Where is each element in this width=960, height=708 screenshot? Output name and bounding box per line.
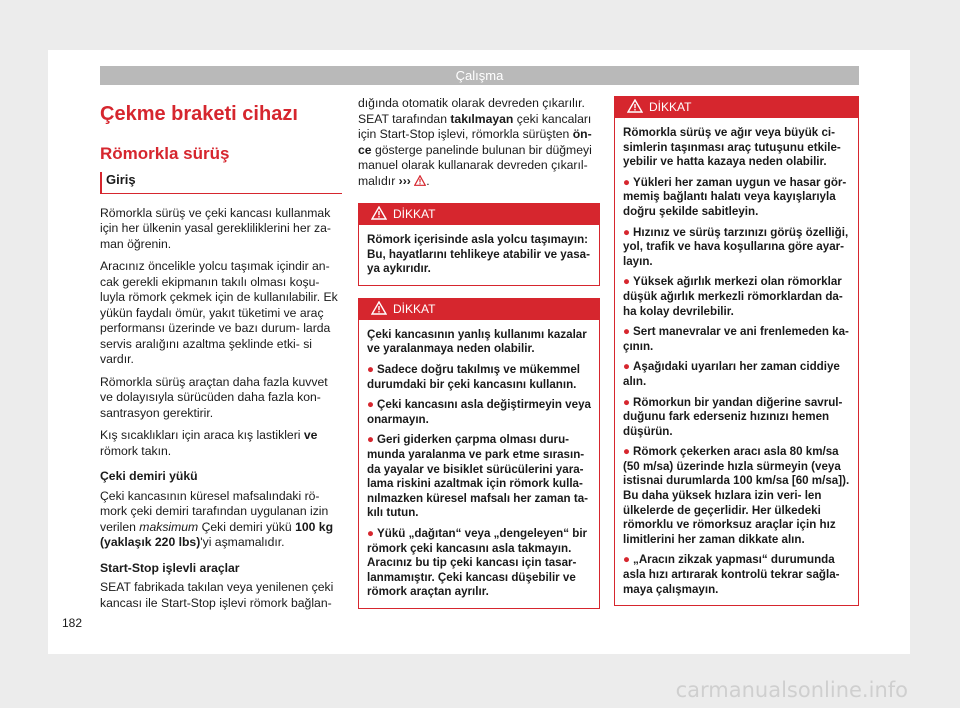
warning-triangle-icon: [371, 301, 387, 315]
warning-bullet-item: [623, 226, 850, 270]
text: gösterge panelinde bulunan bir düğmeyi manuel olarak kullanarak devreden çıkarıl- malıdır: [358, 142, 592, 188]
italic-text: maksimum: [139, 519, 199, 534]
subheading-start-stop: Start-Stop işlevli araçlar: [100, 560, 240, 575]
warning-header: [615, 97, 858, 118]
warning-triangle-icon[interactable]: [414, 175, 426, 186]
warning-bullet-item: [367, 398, 591, 427]
watermark: carmanualsonline.info: [675, 678, 908, 702]
warning-intro: Çeki kancasının yanlış kullanımı kazalar ve yaralanmaya neden olabilir.: [367, 327, 587, 356]
bullet-text: Geri giderken çarpma olması duru- munda yaralanma ve park etme sırasın- da yayalar ve bisiklet sürücülerini yara- lama riskini azaltmak için römork kulla- nılmazken küresel mafsalı her zaman ta- kılı tutun.: [367, 433, 589, 520]
paragraph: Römorkla sürüş ve çeki kancası kullanmak için her ülkenin yasal gerekliliklerini her za- man öğrenin.: [100, 205, 331, 251]
warning-bullet-item: [623, 445, 850, 547]
bullet-icon: ●: [623, 445, 631, 459]
warning-body: [359, 320, 599, 608]
paragraph: [100, 428, 342, 459]
warning-bullet-item: [623, 553, 850, 597]
continue-arrows: ›››: [398, 173, 411, 188]
warning-bullet-item: [623, 360, 850, 389]
text: Çeki demiri yükü: [198, 519, 296, 534]
section-header-bar: Çalışma: [100, 66, 859, 85]
warning-box-towbar: [358, 298, 600, 609]
bullet-icon: ●: [623, 225, 631, 239]
bullet-icon: ●: [367, 526, 375, 540]
warning-bullet-item: [623, 275, 850, 319]
warning-triangle-icon: [371, 206, 387, 220]
bullet-text: „Aracın zikzak yapması“ durumunda asla hızı artırarak kontrolü tekrar sağla- maya çalışmayın.: [623, 553, 840, 596]
warning-body: [615, 118, 858, 605]
bullet-text: Çeki kancasını asla değiştirmeyin veya onarmayın.: [367, 398, 591, 426]
column-left: [100, 96, 342, 618]
subheading-drawbar-load: Çeki demiri yükü: [100, 469, 198, 483]
warning-bullet-item: [623, 325, 850, 354]
warning-title: DİKKAT: [393, 207, 436, 221]
text: römork takın.: [100, 443, 172, 458]
chapter-title: Çekme braketi cihazı: [100, 103, 298, 125]
bullet-text: Römorkun bir yandan diğerine savrul- duğunu fark ederseniz hızınızı hemen düşürün.: [623, 395, 843, 438]
bullet-text: Römork çekerken aracı asla 80 km/sa (50 m/sa) üzerinde hızla sürmeyin (veya istisnai durumlarda 100 km/sa [60 m/sa]). Bu daha yüksek hızlara izin veri- len ülkelerde de geçerlidir. Her ülkedeki römorklu ve römorksuz araçlar için hız limitlerini her zaman dikkate alın.: [623, 445, 850, 546]
paragraph: dığında otomatik olarak devreden çıkarılır. SEAT tarafından takılmayan çeki kancaları için Start-Stop işlevi, römorkla sürüşten ön- ce gösterge panelinde bulunan bir düğmeyi manuel olarak kullanarak devreden çıkarıl- malıdır ››› .: [358, 96, 592, 188]
warning-bullet-item: [623, 176, 850, 220]
warning-title: DİKKAT: [649, 100, 692, 114]
column-middle: [358, 96, 600, 621]
bullet-text: Hızınız ve sürüş tarzınızı görüş özelliği, yol, trafik ve hava koşullarına göre ayar- layın.: [623, 225, 849, 268]
warning-header: [359, 299, 599, 320]
bold-text: 100 kg (yaklaşık 220 lbs): [100, 519, 334, 549]
paragraph: Römorkla sürüş araçtan daha fazla kuvvet ve dolayısıyla sürücüden daha fazla kon- santrasyon gerektirir.: [100, 374, 328, 420]
page-number: 182: [62, 616, 83, 630]
bullet-icon: ●: [623, 175, 631, 189]
paragraph: [100, 489, 342, 551]
warning-body: [359, 225, 599, 285]
bullet-icon: ●: [623, 395, 631, 409]
bullet-icon: ●: [367, 362, 375, 376]
text: Çeki kancasının küresel mafsalındaki rö- mork çeki demiri tarafından uygulanan izin verilen: [100, 488, 329, 534]
warning-bullet-item: [367, 363, 591, 392]
paragraph: Aracınız öncelikle yolcu taşımak içindir an- cak gerekli ekipmanın takılı olması koşu- luyla römork çekmek için de kullanılabilir. Ek yükün faydalı ömür, yakıt tüketimi ve araç performansı üzerinde ve bazı durum- larda servis aralığını azaltma şeklinde etki- si vardır.: [100, 259, 338, 366]
warning-intro: Römorkla sürüş ve ağır veya büyük ci- simlerin taşınması araç tutuşunu etkile- yebilir ve hatta kazaya neden olabilir.: [623, 126, 841, 169]
warning-title: DİKKAT: [393, 301, 436, 316]
section-title: Römorkla sürüş: [100, 144, 230, 163]
subsection-heading: Giriş: [100, 172, 342, 194]
bullet-text: Aşağıdaki uyarıları her zaman ciddiye alın.: [623, 360, 840, 388]
warning-bullet-item: [367, 433, 591, 521]
bullet-icon: ●: [623, 360, 631, 374]
warning-bullet-item: [367, 527, 591, 600]
warning-header: [359, 204, 599, 225]
bullet-text: Yüksek ağırlık merkezi olan römorklar düşük ağırlık merkezli römorklardan da- ha kolay devrilebilir.: [623, 275, 843, 318]
bullet-text: Sert manevralar ve ani frenlemeden ka- çının.: [623, 325, 849, 353]
paragraph: SEAT fabrikada takılan veya yenilenen çeki kancası ile Start-Stop işlevi römork bağlan-: [100, 580, 334, 610]
bullet-icon: ●: [367, 433, 375, 447]
bullet-icon: ●: [623, 553, 631, 567]
text: dığında otomatik olarak devreden çıkarılır. SEAT tarafından: [358, 96, 585, 126]
bullet-icon: ●: [367, 398, 375, 412]
bullet-icon: ●: [623, 275, 631, 289]
warning-triangle-icon: [627, 99, 643, 113]
warning-box-passengers: [358, 203, 600, 286]
text: 'yi aşmamalıdır.: [200, 535, 285, 549]
warning-bullet-item: [623, 396, 850, 440]
text: Kış sıcaklıkları için araca kış lastikleri: [100, 428, 304, 442]
bullet-text: Yükleri her zaman uygun ve hasar gör- memiş bağlantı halatı veya kayışlarıyla doğru şekilde sabitleyin.: [623, 175, 847, 218]
warning-box-driving: [614, 96, 859, 606]
column-right: [614, 96, 859, 618]
bullet-icon: ●: [623, 325, 631, 339]
bold-text: ve: [303, 428, 318, 442]
bold-text: ön- ce: [358, 127, 592, 157]
bullet-text: Sadece doğru takılmış ve mükemmel durumdaki bir çeki kancasını kullanın.: [367, 362, 580, 391]
text: çeki kancaları için Start-Stop işlevi, römorkla sürüşten: [358, 111, 592, 141]
bullet-text: Yükü „dağıtan“ veya „dengeleyen“ bir römork çeki kancasını asla takmayın. Aracınız bu tip çeki kancası için tasar- lanmamıştır. Çeki kancası düşebilir ve römork araçtan ayrılır.: [367, 526, 588, 599]
warning-text: Römork içerisinde asla yolcu taşımayın: Bu, hayatlarını tehlikeye atabilir ve yasa- ya aykırıdır.: [367, 233, 590, 276]
bold-text: takılmayan: [450, 111, 514, 126]
